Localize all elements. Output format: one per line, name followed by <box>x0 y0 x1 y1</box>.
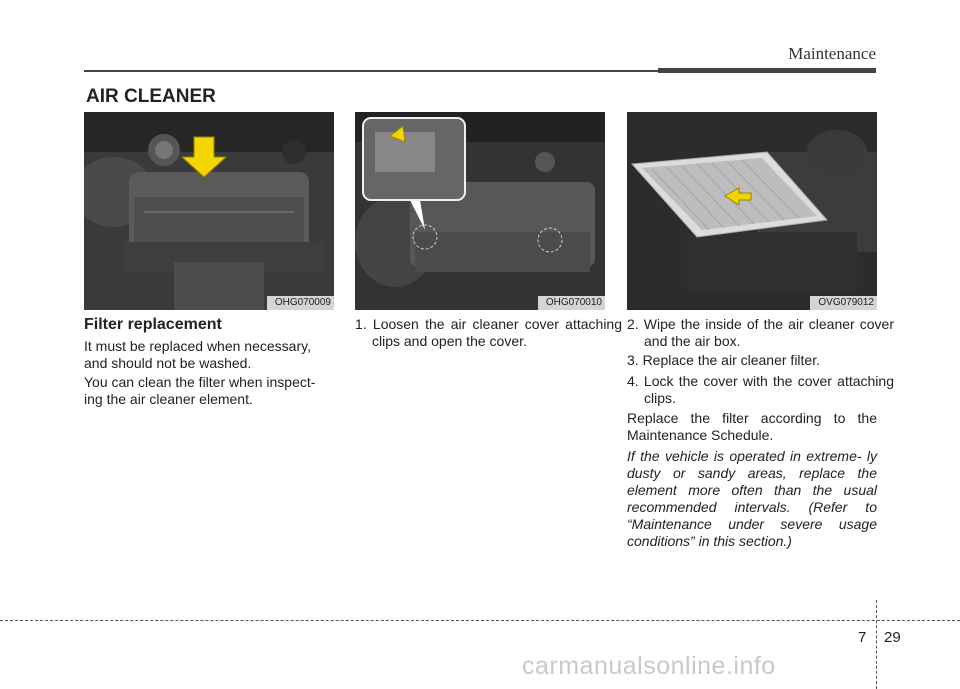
air-filter-illustration-3 <box>627 112 877 310</box>
image-code: OHG070010 <box>538 296 605 310</box>
step-item: 3. Replace the air cleaner filter. <box>627 352 820 368</box>
image-code: OVG079012 <box>810 296 877 310</box>
air-cleaner-illustration-2 <box>355 112 605 310</box>
step-item: 4. Lock the cover with the cover attaching clips. <box>627 373 894 406</box>
engine-photo-3 <box>627 112 877 310</box>
page-number: 29 <box>884 629 901 646</box>
image-code: OHG070009 <box>267 296 334 310</box>
step-item: 2. Wipe the inside of the air cleaner cover and the air box. <box>627 316 894 349</box>
header-rule-accent <box>658 68 876 73</box>
section-title: AIR CLEANER <box>86 86 216 107</box>
paragraph: You can clean the filter when inspect- ing the air cleaner element. <box>84 374 316 407</box>
header-title: Maintenance <box>788 44 876 63</box>
engine-photo-1 <box>84 112 334 310</box>
footer-divider <box>876 600 877 689</box>
footer-rule <box>0 620 960 621</box>
subsection-heading: Filter replacement <box>84 316 222 333</box>
chapter-number: 7 <box>858 629 867 646</box>
paragraph: Replace the filter according to the Maintenance Schedule. <box>627 410 877 443</box>
note-paragraph: If the vehicle is operated in extreme- ly dusty or sandy areas, replace the element more often than the usual recommended intervals. (Refer to “Maintenance under severe usage conditions” in this section.) <box>627 448 877 549</box>
paragraph: It must be replaced when necessary, and should not be washed. <box>84 338 311 371</box>
engine-photo-2 <box>355 112 605 310</box>
step-item: 1. Loosen the air cleaner cover attaching clips and open the cover. <box>355 316 622 349</box>
watermark: carmanualsonline.info <box>522 652 776 680</box>
air-cleaner-illustration-1 <box>84 112 334 310</box>
